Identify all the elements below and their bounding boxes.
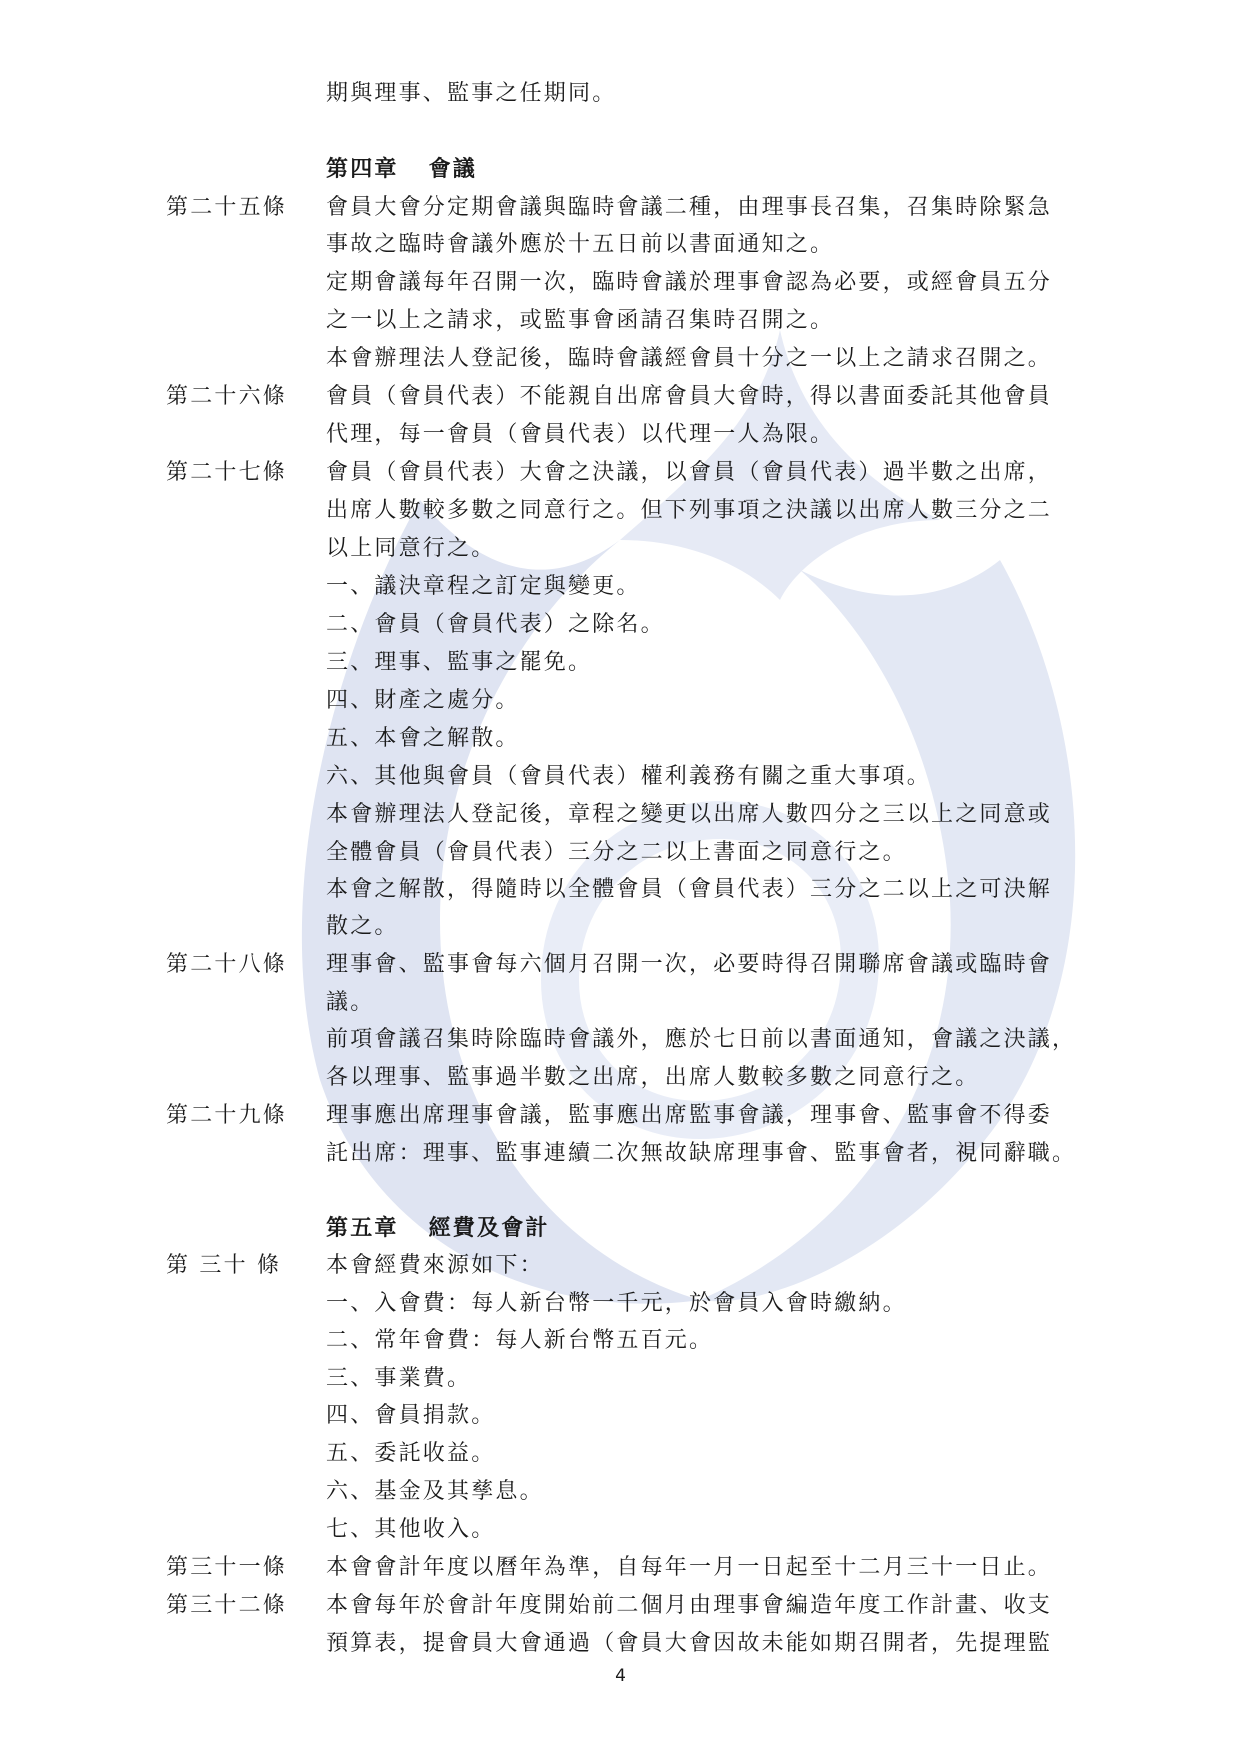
text-line: 會員（會員代表）大會之決議，以會員（會員代表）過半數之出席， [326, 460, 1053, 485]
text-line: 本會之解散，得隨時以全體會員（會員代表）三分之二以上之可決解 [326, 877, 1053, 902]
text-line: 本會經費來源如下： [326, 1253, 544, 1278]
text-line: 本會辦理法人登記後，章程之變更以出席人數四分之三以上之同意或 [326, 802, 1053, 827]
article-label: 第三十二條 [166, 1593, 288, 1618]
text-line: 前項會議召集時除臨時會議外，應於七日前以書面通知，會議之決議， [326, 1027, 1077, 1052]
text-line: 以上同意行之。 [326, 536, 496, 561]
chapter-title: 會議 [428, 156, 478, 182]
text-line: 會員（會員代表）不能親自出席會員大會時，得以書面委託其他會員 [326, 384, 1053, 409]
text-line: 一、入會費：每人新台幣一千元，於會員入會時繳納。 [326, 1291, 907, 1316]
text-line: 一、議決章程之訂定與變更。 [326, 574, 641, 599]
text-line: 託出席：理事、監事連續二次無故缺席理事會、監事會者，視同辭職。 [326, 1141, 1077, 1166]
text-line: 出席人數較多數之同意行之。但下列事項之決議以出席人數三分之二 [326, 498, 1053, 523]
text-line: 三、理事、監事之罷免。 [326, 650, 593, 675]
chapter-heading [326, 1213, 1141, 1243]
text-line: 四、會員捐款。 [326, 1403, 496, 1428]
chapter-title: 經費及會計 [428, 1215, 550, 1241]
text-line: 本會辦理法人登記後，臨時會議經會員十分之一以上之請求召開之。 [326, 346, 1053, 371]
text-line: 七、其他收入。 [326, 1517, 496, 1542]
text-line: 期與理事、監事之任期同。 [326, 81, 617, 106]
text-line: 之一以上之請求，或監事會函請召集時召開之。 [326, 308, 835, 333]
text-line: 各以理事、監事過半數之出席，出席人數較多數之同意行之。 [326, 1065, 980, 1090]
text-line: 六、其他與會員（會員代表）權利義務有關之重大事項。 [326, 764, 932, 789]
text-line: 四、財產之處分。 [326, 688, 520, 713]
text-line: 代理，每一會員（會員代表）以代理一人為限。 [326, 422, 835, 447]
article-label: 第 三十 條 [166, 1253, 282, 1278]
text-line: 五、委託收益。 [326, 1441, 496, 1466]
text-line: 定期會議每年召開一次，臨時會議於理事會認為必要，或經會員五分 [326, 270, 1053, 295]
text-line: 五、本會之解散。 [326, 726, 520, 751]
article-label: 第二十八條 [166, 952, 288, 977]
chapter-number: 第四章 [326, 156, 399, 182]
article-label: 第二十七條 [166, 460, 288, 485]
chapter-heading [326, 154, 1141, 184]
text-line: 六、基金及其孳息。 [326, 1479, 544, 1504]
text-line: 本會每年於會計年度開始前二個月由理事會編造年度工作計畫、收支 [326, 1593, 1053, 1618]
text-line: 二、會員（會員代表）之除名。 [326, 612, 665, 637]
text-line: 預算表，提會員大會通過（會員大會因故未能如期召開者，先提理監 [326, 1631, 1053, 1656]
text-line: 理事應出席理事會議，監事應出席監事會議，理事會、監事會不得委 [326, 1103, 1053, 1128]
text-line: 二、常年會費：每人新台幣五百元。 [326, 1328, 714, 1353]
article-label: 第二十九條 [166, 1103, 288, 1128]
text-line: 會員大會分定期會議與臨時會議二種，由理事長召集，召集時除緊急 [326, 195, 1053, 220]
chapter-number: 第五章 [326, 1215, 399, 1241]
text-line: 散之。 [326, 914, 399, 939]
page-number: 4 [615, 1666, 626, 1686]
article-label: 第二十五條 [166, 195, 288, 220]
text-line: 理事會、監事會每六個月召開一次，必要時得召開聯席會議或臨時會 [326, 952, 1053, 977]
article-label: 第二十六條 [166, 384, 288, 409]
text-line: 本會會計年度以曆年為準，自每年一月一日起至十二月三十一日止。 [326, 1555, 1053, 1580]
text-line: 事故之臨時會議外應於十五日前以書面通知之。 [326, 232, 835, 257]
article-label: 第三十一條 [166, 1555, 288, 1580]
text-line: 全體會員（會員代表）三分之二以上書面之同意行之。 [326, 840, 907, 865]
text-line: 議。 [326, 990, 375, 1015]
text-line: 三、事業費。 [326, 1366, 472, 1391]
